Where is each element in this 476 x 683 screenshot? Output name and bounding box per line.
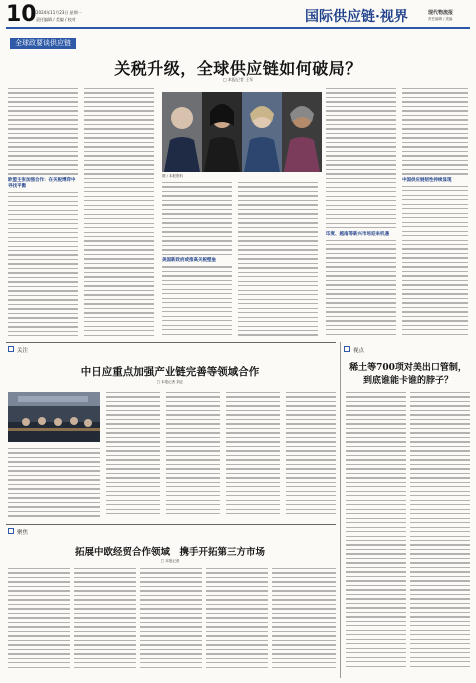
view-col-1	[346, 392, 406, 678]
focus2-col-3	[140, 568, 202, 678]
section-mark-focus2	[8, 528, 14, 534]
focus-byline: □ 本报记者 刘正	[156, 380, 184, 384]
section-label-view: 视点	[353, 348, 365, 354]
top-subhead-2: 美国新政府或推高关税壁垒	[162, 258, 216, 264]
paper-sub: 责任编辑 / 美编	[428, 17, 453, 21]
top-col-2	[84, 88, 154, 338]
leaders-photo	[162, 92, 322, 172]
top-byline: □ 本报记者 王军	[222, 77, 254, 82]
focus-headline: 中日应重点加强产业链完善等领域合作	[80, 366, 260, 378]
date-line: 2024年11月23日 星期一	[36, 10, 82, 15]
divider-bottom	[6, 524, 336, 525]
focus-col-2	[106, 392, 160, 520]
top-col-6	[402, 88, 468, 338]
focus2-byline: □ 本报记者	[160, 559, 180, 563]
top-headline: 关税升级，全球供应链如何破局？	[114, 59, 362, 78]
divider-top	[6, 342, 336, 343]
section-title: 国际供应链·视界	[305, 9, 408, 25]
focus-col-4	[226, 392, 280, 520]
section-label-focus2: 聚焦	[17, 530, 29, 536]
focus2-col-2	[74, 568, 136, 678]
focus2-col-4	[206, 568, 268, 678]
top-subhead-1: 欧盟主张加强合作：在关税博弈中寻找平衡	[8, 177, 76, 189]
view-headline: 稀土等700项对美出口管制， 到底谁能卡谁的脖子？	[349, 363, 467, 386]
focus-col-1	[8, 448, 100, 520]
paper-name: 现代物流报	[428, 10, 454, 16]
photo-caption: 图 / 本报资料	[162, 174, 183, 178]
section-mark-view	[344, 346, 350, 352]
top-col-5	[326, 88, 396, 338]
top-col-4	[238, 182, 318, 338]
meeting-photo	[8, 392, 100, 442]
top-col-3	[162, 182, 232, 338]
section-label-focus: 关注	[17, 348, 29, 354]
focus2-col-5	[272, 568, 336, 678]
focus-col-5	[286, 392, 336, 520]
top-col-1	[8, 88, 78, 338]
view-col-2	[410, 392, 470, 678]
focus2-col-1	[8, 568, 70, 678]
focus2-headline: 拓展中欧经贸合作领域 携手开拓第三方市场	[74, 547, 265, 558]
section-mark-focus	[8, 346, 14, 352]
header-rule	[6, 27, 470, 29]
top-subhead-3: 印度、越南等新兴市场迎来机遇	[326, 231, 389, 237]
column-tag: 全球政要谈供应链	[10, 38, 76, 49]
divider-vertical	[340, 342, 341, 678]
editor-line: 责任编辑 / 美编 / 校对	[36, 17, 76, 22]
focus-col-3	[166, 392, 220, 520]
top-subhead-4: 中国供应链韧性持续显现	[402, 177, 452, 183]
page-number: 10	[6, 2, 37, 27]
